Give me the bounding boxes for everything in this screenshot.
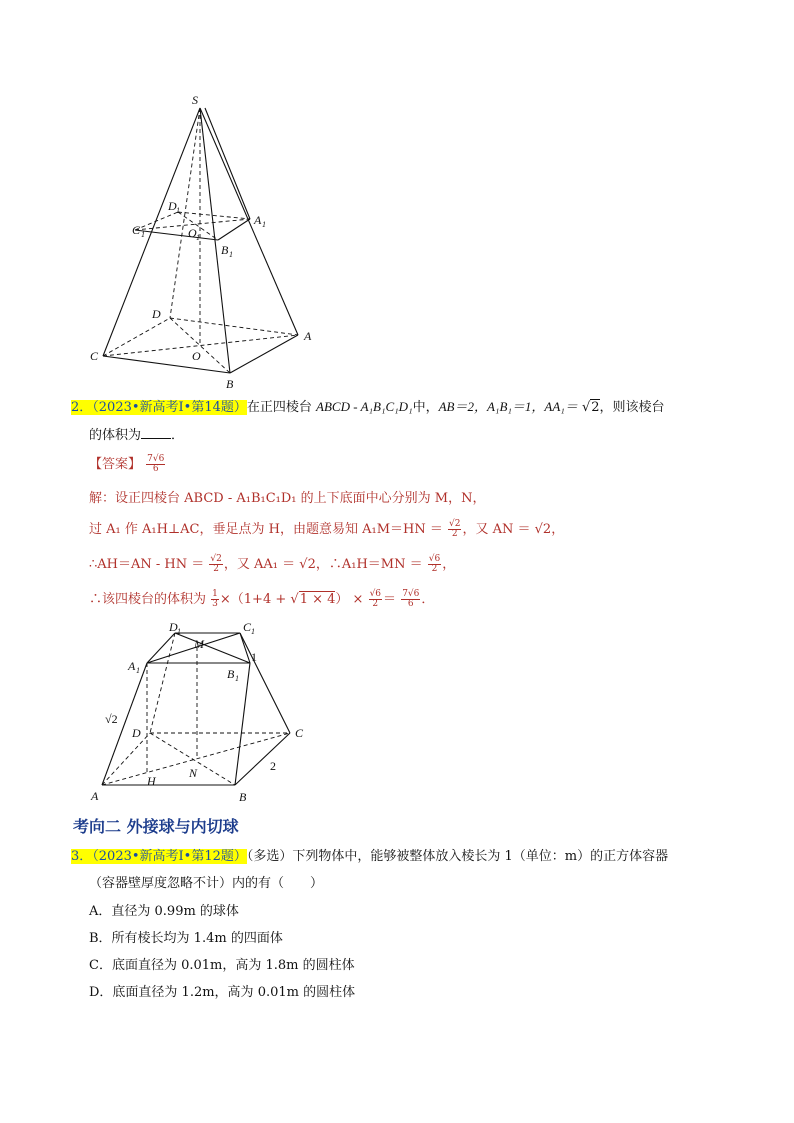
section-heading: 考向二 外接球与内切球 [73,817,239,836]
q2-sol2: 过 A₁ 作 A₁H⊥AC，垂足点为 H，由题意易知 A₁M＝HN ＝ $\frac{√2}{2}$ ，又 AN ＝ √2， [89,519,565,539]
label2-root2: √2 [105,712,118,726]
label-D: D [152,307,161,321]
q3-option-d: D．底面直径为 1.2m，高为 0.01m 的圆柱体 [89,985,356,1000]
q3-option-b: B．所有棱长均为 1.4m 的四面体 [89,931,283,946]
svg-text:1: 1 [176,206,180,215]
q2-tag: 2．（2023•新高考Ⅰ•第14题） [71,400,247,415]
q2-sol4: ∴该四棱台的体积为 $\frac{1}{3}$ ×（1+4 + √1 × 4） × $\frac{√6}{2}$ ＝ $\frac{7√6}{6}$ ． [89,589,435,609]
q3-line1: 3．（2023•新高考Ⅰ•第12题）（多选）下列物体中，能够被整体放入棱长为 1（单位：m）的正方体容器 [71,849,669,864]
q2-answer: 【答案】 $\frac{7√6}{6}$ [89,454,165,474]
label2-C: C [295,726,304,740]
label2-C1: C [243,620,252,634]
svg-text:1: 1 [262,220,266,229]
label2-D1: D [169,620,178,634]
label-S: S [192,93,198,107]
label2-A: A [91,789,99,803]
label-B1: B [221,243,229,257]
label2-A1: A [128,659,136,673]
pyramid-figure [80,88,320,393]
label-C: C [90,349,99,363]
label2-H: H [147,774,156,788]
label2-one: 1 [251,650,257,664]
label-A1: A [254,213,262,227]
q3-tag: 3．（2023•新高考Ⅰ•第12题） [71,849,247,864]
q3-option-a: A．直径为 0.99m 的球体 [89,904,239,919]
q2-line2: 的体积为 ． [89,428,185,443]
svg-text:1: 1 [229,250,233,259]
label-A: A [304,329,312,343]
q2-sol3: ∴AH＝AN - HN ＝ $\frac{√2}{2}$ ，又 AA₁ ＝ √2，∴A₁H＝MN ＝ $\frac{√6}{2}$ ， [89,554,456,574]
q2-line1: 2．（2023•新高考Ⅰ•第14题）在正四棱台 ABCD - A₁B₁C₁D₁中，AB＝2，A₁B₁＝1，AA₁＝ √2，则该棱台 [71,399,665,415]
q3-option-c: C．底面直径为 0.01m，高为 1.8m 的圆柱体 [89,958,355,973]
svg-text:1: 1 [196,233,200,242]
label2-M: M [194,637,204,651]
frustum-figure [85,615,325,810]
label-C1: C [132,223,141,237]
svg-text:1: 1 [251,627,255,636]
svg-text:1: 1 [141,230,145,239]
answer-blank [141,426,171,439]
svg-text:1: 1 [235,674,239,683]
svg-text:1: 1 [177,627,181,636]
svg-text:1: 1 [136,666,140,675]
label-O1: O [188,226,197,240]
label2-B: B [239,790,247,804]
label-D1: D [168,199,177,213]
q3-line2: （容器壁厚度忽略不计）内的有（ ） [89,876,324,891]
label2-two: 2 [270,759,276,773]
label-O: O [192,349,201,363]
label2-B1: B [227,667,235,681]
label-B: B [226,377,234,391]
label2-N: N [189,766,198,780]
q2-sol1: 解：设正四棱台 ABCD - A₁B₁C₁D₁ 的上下底面中心分别为 M，N， [89,491,486,506]
label2-D: D [132,726,141,740]
